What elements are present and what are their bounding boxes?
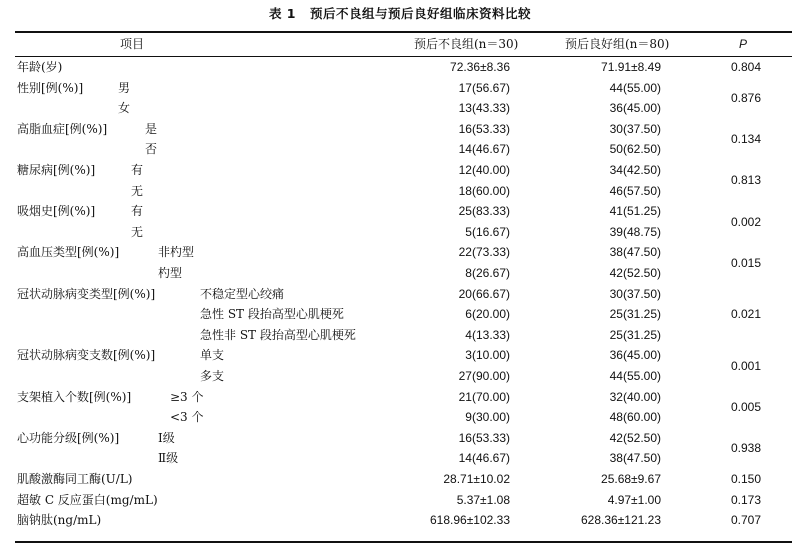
cell-p-merged: 0.813: [730, 173, 762, 188]
cell-p-merged: 0.001: [730, 358, 762, 373]
row-label: 吸烟史[例(%)]: [17, 204, 96, 219]
row-label: 肌酸激酶同工酶(U/L): [17, 472, 133, 486]
table-row: [0, 98, 800, 119]
cell-good: 38(47.50): [609, 245, 661, 260]
cell-good: 30(37.50): [609, 286, 661, 301]
table-row: [0, 119, 800, 140]
table-row: [0, 304, 800, 325]
cell-p-merged: 0.938: [730, 441, 762, 456]
row-label: 年龄(岁): [17, 60, 63, 74]
cell-good: 50(62.50): [609, 142, 661, 157]
table-row: [0, 428, 800, 449]
cell-poor: 5(16.67): [465, 224, 510, 239]
cell-poor: 16(53.33): [458, 430, 510, 445]
header-item: 项目: [120, 37, 145, 51]
cell-poor: 18(60.00): [458, 183, 510, 198]
cell-poor: 27(90.00): [458, 369, 510, 383]
cell-poor: 4(13.33): [465, 327, 510, 342]
cell-poor: 14(46.67): [458, 451, 510, 466]
row-sublabel: 急性 ST 段抬高型心肌梗死: [200, 307, 344, 322]
row-sublabel: 是: [145, 121, 158, 136]
table-header: [0, 32, 800, 56]
table-row: [0, 407, 800, 428]
table-title: 预后不良组与预后良好组临床资料比较: [310, 6, 532, 21]
table-row: [0, 387, 800, 408]
cell-poor: 21(70.00): [458, 389, 510, 404]
cell-good: 38(47.50): [609, 451, 661, 466]
row-label: 高脂血症[例(%)]: [17, 121, 108, 136]
cell-good: 46(57.50): [609, 183, 661, 198]
table-row: [0, 181, 800, 202]
row-sublabel: 急性非 ST 段抬高型心肌梗死: [200, 327, 356, 342]
row-sublabel: Ⅱ级: [158, 451, 179, 466]
cell-good: 36(45.00): [609, 101, 661, 116]
table-row: [0, 57, 800, 78]
row-sublabel: 多支: [200, 369, 225, 383]
table-row: [0, 242, 800, 263]
cell-good: 32(40.00): [609, 389, 661, 404]
cell-p-merged: 0.002: [730, 214, 762, 229]
cell-poor: 22(73.33): [458, 245, 510, 260]
cell-good: 48(60.00): [609, 410, 661, 425]
row-label: 性别[例(%)]: [17, 80, 84, 95]
row-sublabel: 非杓型: [158, 245, 195, 260]
table-row: [0, 139, 800, 160]
cell-good: 41(51.25): [609, 204, 661, 219]
cell-poor: 6(20.00): [465, 307, 510, 322]
table-row: [0, 448, 800, 469]
table-row: [0, 222, 800, 243]
cell-poor: 3(10.00): [465, 348, 510, 363]
row-sublabel: 有: [131, 163, 144, 177]
cell-p-merged: 0.021: [730, 307, 762, 322]
row-sublabel: 男: [118, 80, 131, 95]
row-label: 心功能分级[例(%)]: [17, 430, 120, 445]
cell-p-merged: 0.876: [730, 90, 762, 105]
cell-poor: 16(53.33): [458, 121, 510, 136]
row-sublabel: 无: [131, 183, 144, 198]
row-sublabel: 单支: [200, 348, 225, 363]
row-sublabel: <3 个: [170, 410, 204, 425]
table-row: [0, 366, 800, 387]
table-row: [0, 284, 800, 305]
table-row: [0, 345, 800, 366]
cell-good: 4.97±1.00: [607, 492, 661, 507]
cell-poor: 9(30.00): [465, 410, 510, 425]
row-sublabel: 无: [131, 224, 144, 239]
row-sublabel: ≥3 个: [170, 389, 204, 404]
cell-poor: 20(66.67): [458, 286, 510, 301]
cell-poor: 12(40.00): [458, 163, 510, 177]
table-row: [0, 510, 800, 531]
row-sublabel: 不稳定型心绞痛: [200, 286, 285, 301]
row-label: 糖尿病[例(%)]: [17, 163, 96, 177]
table-row: [0, 490, 800, 511]
cell-poor: 28.71±10.02: [443, 472, 510, 486]
row-label: 高血压类型[例(%)]: [17, 245, 120, 260]
row-sublabel: 否: [145, 142, 158, 157]
cell-good: 42(52.50): [609, 266, 661, 280]
header-p: P: [738, 37, 747, 51]
cell-good: 34(42.50): [609, 163, 661, 177]
table-row: [0, 325, 800, 346]
cell-p: 0.707: [730, 513, 762, 528]
cell-p: 0.804: [730, 60, 762, 74]
table-row: [0, 160, 800, 181]
cell-poor: 25(83.33): [458, 204, 510, 219]
cell-good: 30(37.50): [609, 121, 661, 136]
row-label: 冠状动脉病变类型[例(%)]: [17, 286, 156, 301]
cell-poor: 72.36±8.36: [450, 60, 510, 74]
header-poor-group: 预后不良组(n＝30): [414, 37, 519, 51]
row-label: 支架植入个数[例(%)]: [17, 389, 132, 404]
row-label: 脑钠肽(ng/mL): [17, 513, 102, 528]
cell-poor: 14(46.67): [458, 142, 510, 157]
cell-p-merged: 0.134: [730, 132, 762, 147]
cell-p-merged: 0.015: [730, 255, 762, 270]
table-row: [0, 78, 800, 99]
table-row: [0, 469, 800, 490]
table-number: 表 1: [268, 6, 297, 21]
cell-poor: 8(26.67): [465, 266, 510, 280]
row-sublabel: Ⅰ级: [158, 430, 175, 445]
cell-p-merged: 0.005: [730, 399, 762, 414]
table-row: [0, 201, 800, 222]
cell-good: 44(55.00): [609, 369, 661, 383]
cell-good: 44(55.00): [609, 80, 661, 95]
row-sublabel: 杓型: [158, 266, 183, 280]
cell-good: 25(31.25): [609, 327, 661, 342]
cell-good: 628.36±121.23: [581, 513, 661, 528]
cell-p: 0.150: [730, 472, 762, 486]
table-row: [0, 263, 800, 284]
cell-p: 0.173: [730, 492, 762, 507]
cell-poor: 17(56.67): [458, 80, 510, 95]
row-label: 冠状动脉病变支数[例(%)]: [17, 348, 156, 363]
cell-poor: 5.37±1.08: [456, 492, 510, 507]
bottom-rule: [15, 541, 792, 543]
row-label: 超敏 C 反应蛋白(mg/mL): [17, 492, 158, 507]
cell-poor: 13(43.33): [458, 101, 510, 116]
cell-good: 25(31.25): [609, 307, 661, 322]
cell-good: 42(52.50): [609, 430, 661, 445]
cell-good: 39(48.75): [609, 224, 661, 239]
cell-poor: 618.96±102.33: [430, 513, 510, 528]
row-sublabel: 女: [118, 101, 131, 116]
header-good-group: 预后良好组(n＝80): [565, 37, 670, 51]
table-caption: [0, 4, 800, 22]
row-sublabel: 有: [131, 204, 144, 219]
cell-good: 25.68±9.67: [601, 472, 661, 486]
cell-good: 36(45.00): [609, 348, 661, 363]
cell-good: 71.91±8.49: [601, 60, 661, 74]
